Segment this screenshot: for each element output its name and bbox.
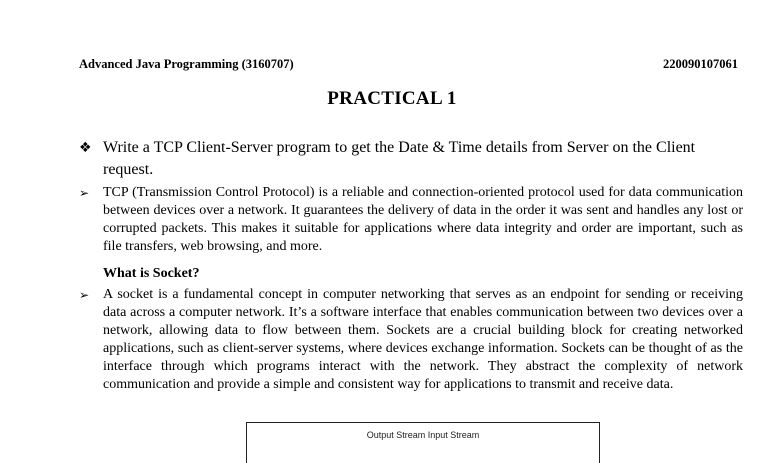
tcp-paragraph-text: TCP (Transmission Control Protocol) is a reliable and connection-oriented protocol used for data communication between devices over a network. It guarantees the delivery of data in the order it was sent and handles any lost or corrupted packets. This makes it suitable for applications where data integrity and order are important, such as file transfers, web browsing, and more. [103, 185, 743, 254]
page-title: PRACTICAL 1 [327, 88, 457, 109]
socket-paragraph [79, 286, 743, 394]
tcp-paragraph [79, 184, 743, 256]
question-item [79, 137, 743, 181]
socket-paragraph-text: A socket is a fundamental concept in computer networking that serves as an endpoint for sending or receiving data across a computer network. It’s a software interface that enables communication between two devices over a network, allowing data to flow between them. Sockets are a crucial building block for creating networked applications, such as client-server systems, where devices exchange information. Sockets can be thought of as the interface through which programs interact with the network. They abstract the complexity of network communication and provide a simple and consistent way for applications to transmit and receive data. [103, 287, 743, 392]
question-text: Write a TCP Client-Server program to get the Date & Time details from Server on the Client request. [103, 139, 696, 178]
socket-subheading: What is Socket? [103, 266, 200, 281]
diamond-bullet-icon: ❖ [79, 140, 92, 156]
enrollment-number: 220090107061 [663, 57, 738, 71]
arrow-bullet-icon: ➢ [79, 288, 90, 302]
stream-diagram-figure [246, 422, 600, 463]
figure-caption: Output Stream Input Stream [366, 430, 480, 440]
arrow-bullet-icon: ➢ [79, 186, 90, 200]
course-header: Advanced Java Programming (3160707) [79, 57, 294, 71]
